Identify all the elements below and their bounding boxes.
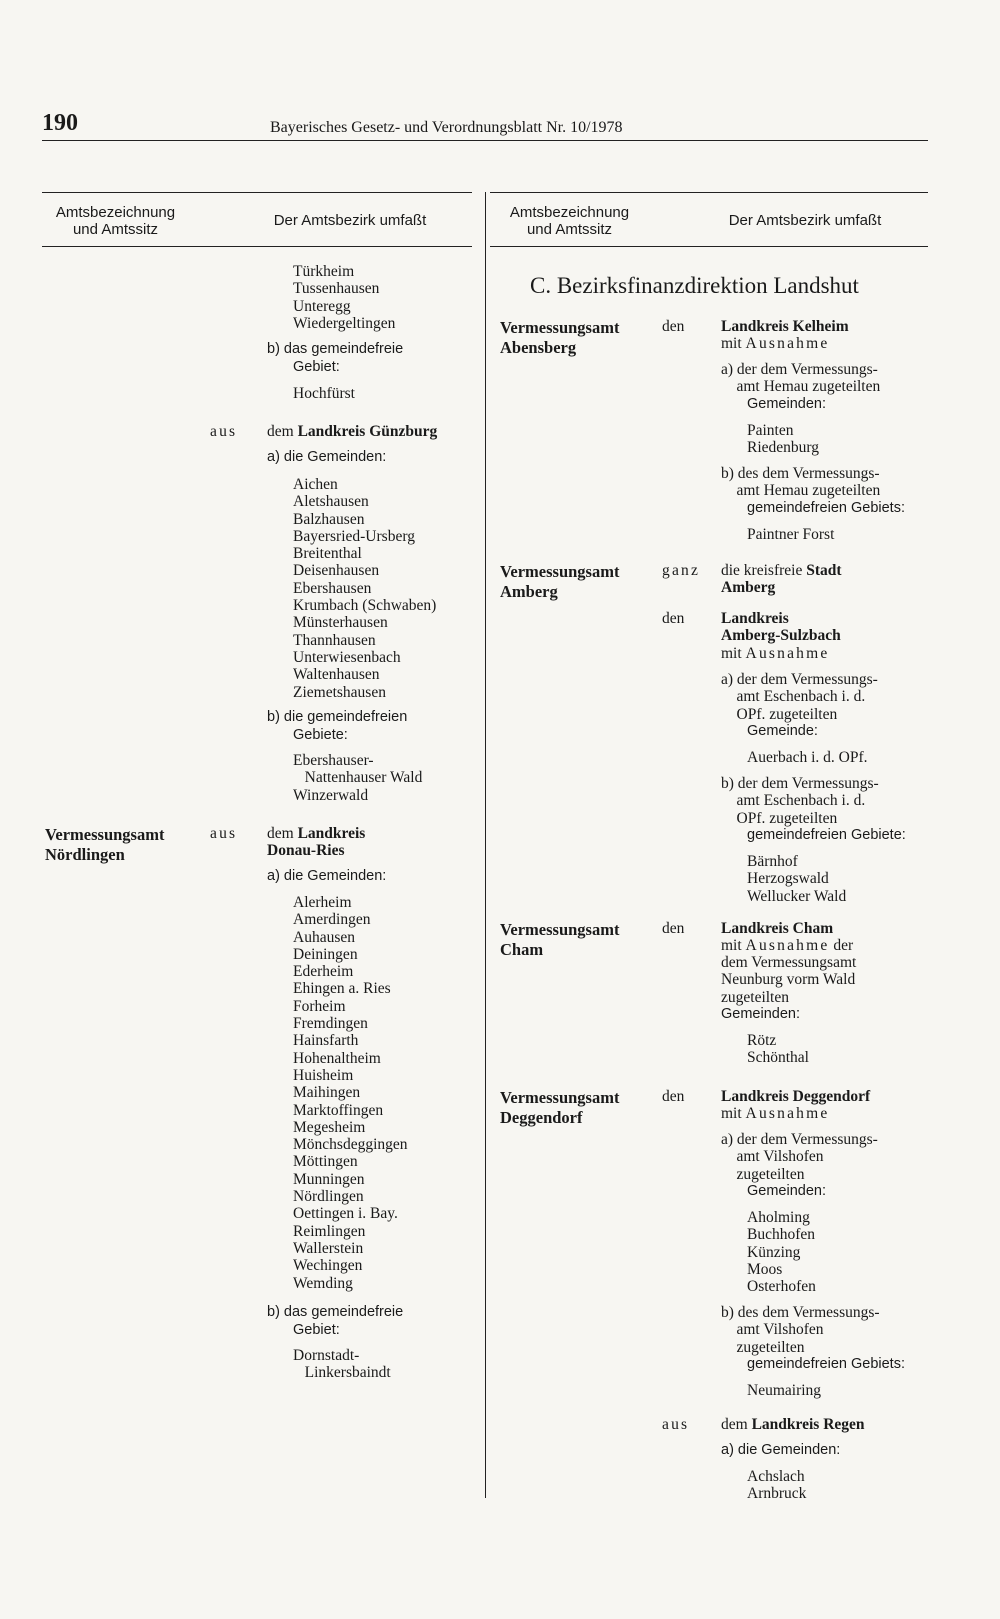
exception-line [721,645,829,662]
district-name: Landkreis [297,825,366,842]
item-b-label: b) das gemeindefreie [267,1304,404,1320]
relation-word: aus [662,1416,690,1433]
municipality-list: Painten Riedenburg [747,422,820,457]
city-line [721,562,842,579]
continued-municipality-list: Türkheim Tussenhausen Unteregg Wiedergeltingen [293,263,396,332]
table-header-rule-left [42,246,472,247]
column-divider [485,192,486,1498]
municipality: Auerbach i. d. OPf. [747,749,868,766]
unincorporated-area-list: Bärnhof Herzogswald Wellucker Wald [747,853,847,905]
municipality-list: Aholming Buchhofen Künzing Moos Osterhofen [747,1209,816,1296]
relation-word: aus [210,423,238,440]
district-name: Landkreis Amberg-Sulzbach [721,610,841,645]
district-prefix: dem [267,423,294,440]
left-col1-header: Amtsbezeichnung und Amtssitz [55,204,176,238]
item-a-label-end: Gemeinde: [747,723,818,739]
left-col2-header: Der Amtsbezirk umfaßt [273,212,427,229]
district-name: Landkreis Regen [751,1416,865,1433]
city-word: Stadt [806,562,842,579]
office-name: Vermessungsamt Amberg [500,562,620,601]
with-word: mit [721,937,742,954]
relation-word: aus [210,825,238,842]
item-a-text: a) der dem Vermessungs- amt Vilshofen zugeteilten [721,1131,878,1183]
municipality-list: Aichen Aletshausen Balzhausen Bayersried-Ursberg Breitenthal Deisenhausen Ebershausen Krumbach (Schwaben) Münsterhausen Thannhausen Unterwiesenbach Waltenhausen Ziemetshausen [293,476,437,701]
unincorporated-area-list: Ebershauser- Nattenhauser Wald Winzerwald [293,752,423,804]
office-name: Vermessungsamt Nördlingen [45,825,165,864]
header-rule [42,140,928,141]
item-b-continuation: Gebiet: [293,1322,340,1338]
table-header-rule-right [490,246,928,247]
relation-word: den [662,1088,685,1105]
exception-line [721,1105,829,1122]
running-title: Bayerisches Gesetz- und Verordnungsblatt Nr. 10/1978 [270,119,623,136]
table-top-rule-right [490,192,928,193]
item-a-text: a) der dem Vermessungs- amt Hemau zugeteilten [721,361,881,396]
with-word: mit [721,1105,742,1122]
office-name: Vermessungsamt Deggendorf [500,1088,620,1127]
municipality-list: Alerheim Amerdingen Auhausen Deiningen Ederheim Ehingen a. Ries Forheim Fremdingen Hainsfarth Hohenaltheim Huisheim Maihingen Marktoffingen Megesheim Mönchsdeggingen Möttingen Munningen Nördlingen Oettingen i. Bay. Reimlingen Wallerstein Wechingen Wemding [293,894,408,1292]
district-name: Landkreis Cham [721,920,834,937]
district-line [267,825,365,842]
municipality-list: Achslach Arnbruck [747,1468,807,1503]
municipality-list: Rötz Schönthal [747,1032,809,1067]
exception-word: Ausnahme [745,335,830,352]
district-name-continued: Donau-Ries [267,842,345,859]
right-col1-header: Amtsbezeichnung und Amtssitz [509,204,630,238]
office-name: Vermessungsamt Abensberg [500,318,620,357]
exception-suffix: der [833,937,854,954]
table-top-rule-left [42,192,472,193]
item-b-text: b) des dem Vermessungs- amt Vilshofen zugeteilten [721,1304,880,1356]
exception-line [721,937,853,954]
district-name: Landkreis Günzburg [297,423,438,440]
item-b-label-end: gemeindefreien Gebiets: [747,1356,905,1372]
district-name: Landkreis Deggendorf [721,1088,871,1105]
unincorporated-area-list: Dornstadt- Linkersbaindt [293,1347,391,1382]
city-prefix: die kreisfreie [721,562,803,579]
item-a-label-end: Gemeinden: [747,1183,826,1199]
item-a-label-end: Gemeinden: [747,396,826,412]
relation-word: den [662,318,685,335]
item-a-label: a) die Gemeinden: [721,1442,841,1458]
office-name: Vermessungsamt Cham [500,920,620,959]
item-b-label: b) das gemeindefreie [267,341,404,357]
relation-word: den [662,610,685,627]
relation-word: den [662,920,685,937]
right-col2-header: Der Amtsbezirk umfaßt [728,212,882,229]
district-line [721,1416,865,1433]
item-a-label: a) die Gemeinden: [267,868,387,884]
with-word: mit [721,335,742,352]
item-b-label-end: gemeindefreien Gebiete: [747,827,906,843]
item-b-continuation: Gebiete: [293,727,348,743]
city-name: Amberg [721,579,776,596]
exception-word: Ausnahme [745,645,830,662]
district-prefix: dem [721,1416,748,1433]
exception-word: Ausnahme [745,937,830,954]
item-b-text: b) des dem Vermessungs- amt Hemau zugeteilten [721,465,881,500]
section-heading: C. Bezirksfinanzdirektion Landshut [530,273,859,298]
unincorporated-area: Paintner Forst [747,526,835,543]
item-label-end: Gemeinden: [721,1006,800,1022]
district-name: Landkreis Kelheim [721,318,849,335]
item-b-label-end: gemeindefreien Gebiets: [747,500,905,516]
district-prefix: dem [267,825,294,842]
with-word: mit [721,645,742,662]
page-number: 190 [42,110,78,136]
exception-word: Ausnahme [745,1105,830,1122]
unincorporated-area: Neumairing [747,1382,822,1399]
item-a-label: a) die Gemeinden: [267,449,387,465]
item-b-text: b) der dem Vermessungs- amt Eschenbach i. d. OPf. zugeteilten [721,775,879,827]
exception-text: dem Vermessungsamt Neunburg vorm Wald zugeteilten [721,954,857,1006]
district-line [267,423,437,440]
exception-line [721,335,829,352]
item-b-continuation: Gebiet: [293,359,340,375]
item-a-text: a) der dem Vermessungs- amt Eschenbach i. d. OPf. zugeteilten [721,671,878,723]
item-b-label: b) die gemeindefreien [267,709,408,725]
relation-word: ganz [662,562,701,579]
unincorporated-area: Hochfürst [293,385,355,402]
